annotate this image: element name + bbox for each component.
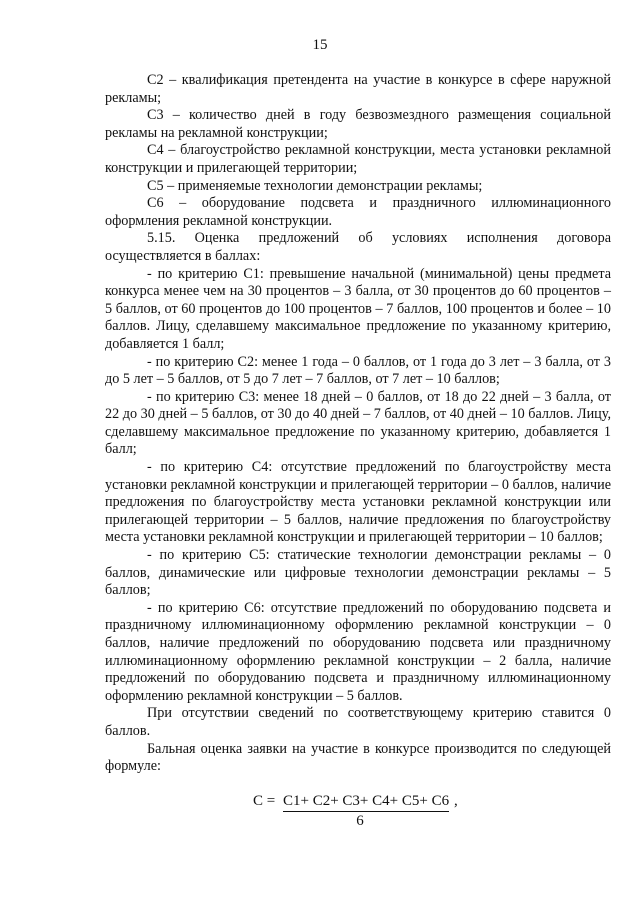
paragraph-c4-definition: С4 – благоустройство рекламной конструкции, места установки рекламной конструкции и прилегающей территории;	[105, 142, 611, 176]
formula-lhs: С =	[253, 793, 276, 809]
paragraph-criterion-c5: - по критерию С5: статические технологии демонстрации рекламы – 0 баллов, динамические или цифровые технологии демонстрации рекламы – 5 баллов;	[105, 547, 611, 599]
paragraph-missing-info: При отсутствии сведений по соответствующему критерию ставится 0 баллов.	[105, 705, 611, 739]
formula-end-punctuation: ,	[454, 793, 458, 809]
page-number: 15	[312, 37, 328, 53]
formula-denominator: 6	[356, 813, 364, 829]
paragraph-criterion-c2: - по критерию С2: менее 1 года – 0 баллов, от 1 года до 3 лет – 3 балла, от 3 до 5 лет – 5 баллов, от 5 до 7 лет – 7 баллов, от 7 лет – 10 баллов;	[105, 353, 611, 388]
formula-numerator: С1+ С2+ С3+ С4+ С5+ С6	[283, 792, 449, 812]
paragraph-c6-definition: С6 – оборудование подсвета и праздничного иллюминационного оформления рекламной конструкции.	[105, 195, 611, 229]
paragraph-c2-definition: С2 – квалификация претендента на участие в конкурсе в сфере наружной рекламы;	[105, 72, 611, 106]
paragraph-criterion-c4: - по критерию С4: отсутствие предложений по благоустройству места установки рекламной конструкции и прилегающей территории – 0 баллов, наличие предложения по благоустройству места установки рекламной конструкции или прилегающей территории – 5 баллов, наличие предложения по благоустройству места установки рекламной конструкции и прилегающей территории – 10 баллов;	[105, 459, 611, 546]
paragraph-c3-definition: С3 – количество дней в году безвозмездного размещения социальной рекламы на рекламной конструкции;	[105, 107, 611, 141]
paragraph-criterion-c6: - по критерию С6: отсутствие предложений по оборудованию подсвета и праздничному иллюминационному оформлению рекламной конструкции – 0 баллов, наличие предложений по оборудованию подсвета или праздничному иллюминационному оформлению рекламной конструкции – 2 балла, наличие предложений по оборудованию подсвета и праздничному иллюминационному оформлению рекламной конструкции – 5 баллов.	[105, 599, 611, 704]
paragraph-criterion-c1: - по критерию С1: превышение начальной (минимальной) цены предмета конкурса менее чем на 30 процентов – 3 балла, от 30 процентов до 60 процентов – 5 баллов, от 60 процентов до 100 процентов – 7 баллов, 100 процентов и более – 10 баллов. Лицу, сделавшему максимальное предложение по указанному критерию, добавляется 1 балл;	[105, 265, 611, 352]
document-body	[105, 72, 611, 776]
paragraph-5-15-intro: 5.15. Оценка предложений об условиях исполнения договора осуществляется в баллах:	[105, 230, 611, 264]
paragraph-criterion-c3: - по критерию С3: менее 18 дней – 0 баллов, от 18 до 22 дней – 3 балла, от 22 до 30 дней – 5 баллов, от 30 до 40 дней – 7 баллов, от 40 дней – 10 баллов. Лицу, сделавшему максимальное предложение по указанному критерию, добавляется 1 балл;	[105, 388, 611, 458]
paragraph-c5-definition: С5 – применяемые технологии демонстрации рекламы;	[147, 177, 483, 194]
paragraph-formula-intro: Бальная оценка заявки на участие в конкурсе производится по следующей формуле:	[105, 740, 611, 775]
